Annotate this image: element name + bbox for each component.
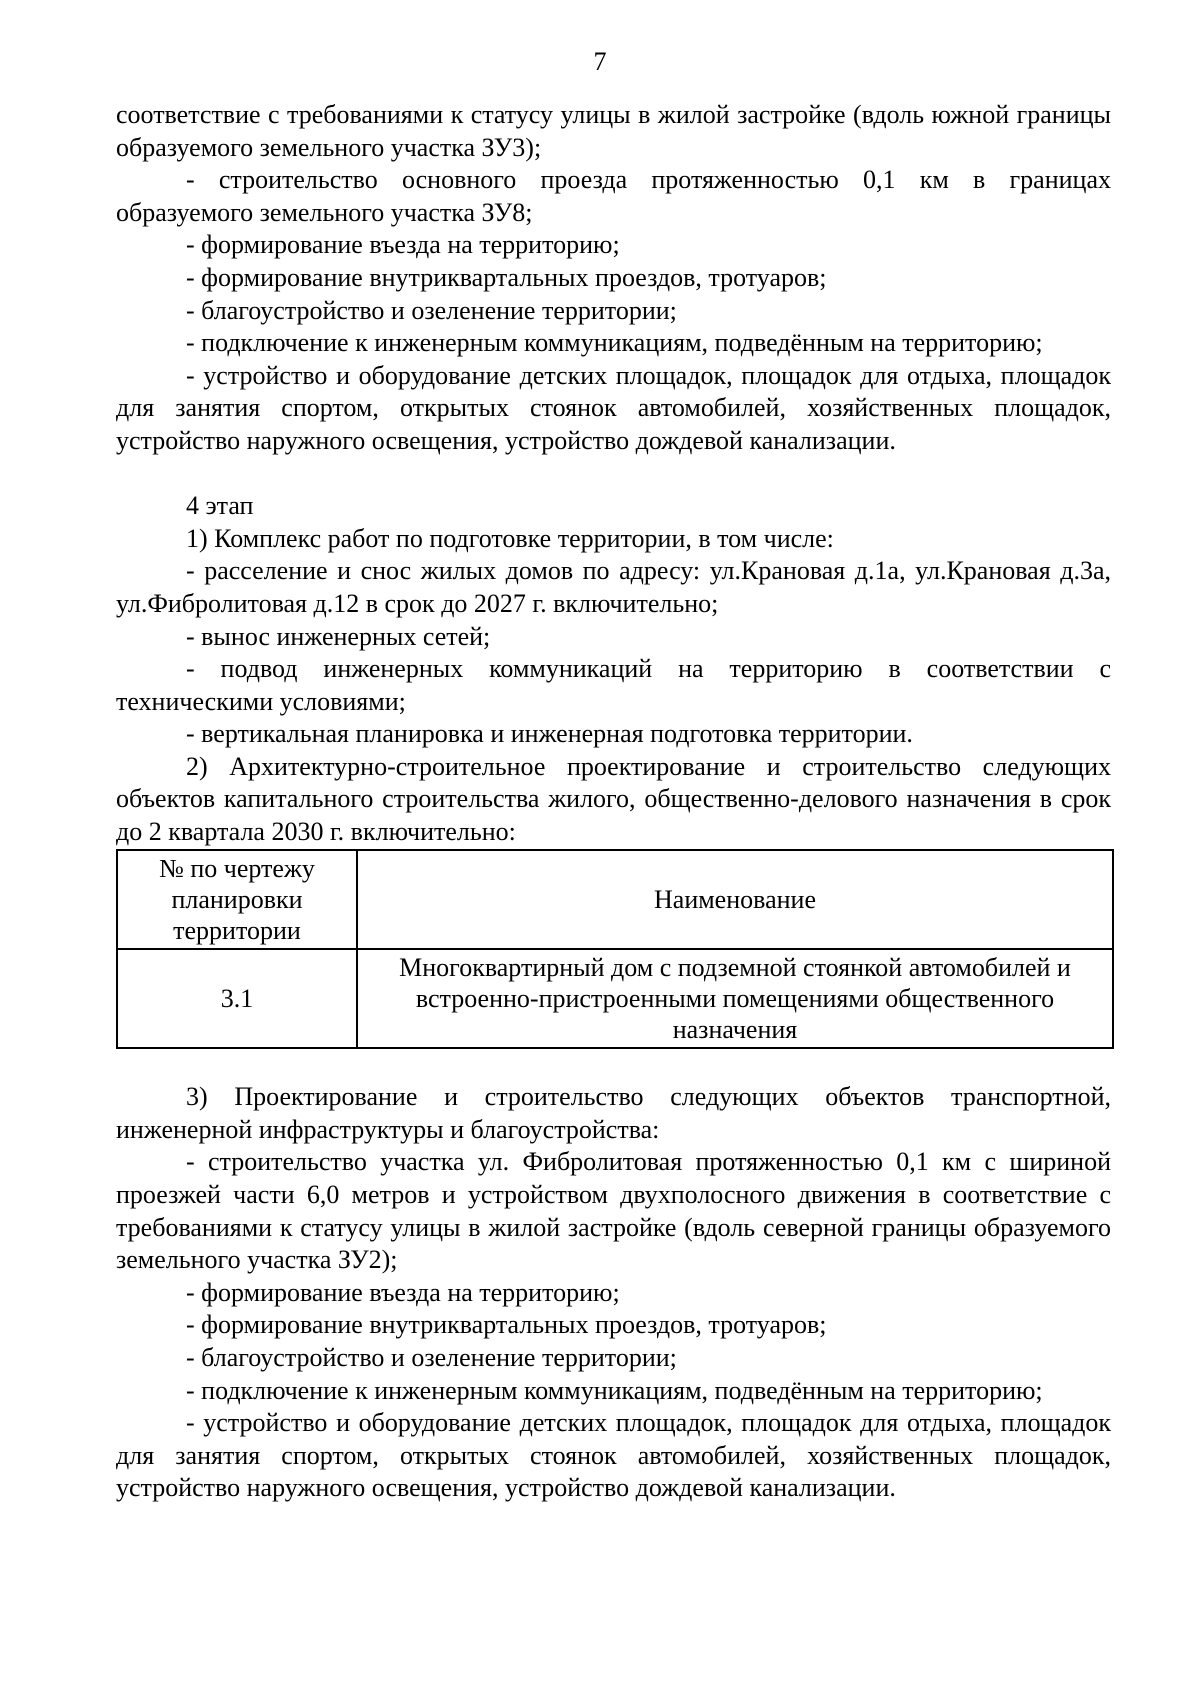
paragraph: соответствие с требованиями к статусу улицы в жилой застройке (вдоль южной границы образуемого земельного участка ЗУ3); xyxy=(116,100,1111,162)
list-item: - формирование въезда на территорию; xyxy=(186,1277,620,1307)
page-number: 7 xyxy=(593,47,607,76)
spacer xyxy=(116,1049,1111,1082)
list-item: 1) Комплекс работ по подготовке территории, в том числе: xyxy=(186,523,834,553)
table-header-row xyxy=(117,850,1113,949)
list-item: - устройство и оборудование детских площадок, площадок для отдыха, площадок для занятия спортом, открытых стоянок автомобилей, хозяйственных площадок, устройство наружного освещения, устройство дождевой канализации. xyxy=(116,1408,1111,1503)
table-header-cell: Наименование xyxy=(357,850,1113,949)
list-item: - расселение и снос жилых домов по адресу: ул.Крановая д.1а, ул.Крановая д.3а, ул.Фибролитовая д.12 в срок до 2027 г. включительно; xyxy=(116,556,1111,618)
spacer xyxy=(116,458,1111,491)
list-item: - подключение к инженерным коммуникациям, подведённым на территорию; xyxy=(186,1375,1043,1405)
table-row xyxy=(117,949,1113,1048)
list-item: - строительство участка ул. Фибролитовая протяженностью 0,1 км с шириной проезжей части 6,0 метров и устройством двухполосного движения в соответствие с требованиями к статусу улицы в жилой застройке (вдоль северной границы образуемого земельного участка ЗУ2); xyxy=(116,1147,1111,1275)
document-body xyxy=(116,99,1111,1505)
list-item: - подвод инженерных коммуникаций на территорию в соответствии с техническими условиями; xyxy=(116,654,1111,716)
list-item: - формирование внутриквартальных проездов, тротуаров; xyxy=(186,262,827,292)
list-item: - устройство и оборудование детских площадок, площадок для отдыха, площадок для занятия спортом, открытых стоянок автомобилей, хозяйственных площадок, устройство наружного освещения, устройство дождевой канализации. xyxy=(116,360,1111,455)
objects-table xyxy=(116,849,1114,1049)
list-item: - благоустройство и озеленение территории; xyxy=(186,1343,677,1372)
paragraph: 3) Проектирование и строительство следующих объектов транспортной, инженерной инфраструктуры и благоустройства: xyxy=(116,1082,1111,1144)
list-item: - вынос инженерных сетей; xyxy=(186,621,491,651)
list-item: - подключение к инженерным коммуникациям, подведённым на территорию; xyxy=(186,328,1043,358)
list-item: - строительство основного проезда протяженностью 0,1 км в границах образуемого земельного участка ЗУ8; xyxy=(116,165,1111,227)
list-item: - формирование въезда на территорию; xyxy=(186,230,620,260)
list-item: 2) Архитектурно-строительное проектирование и строительство следующих объектов капитального строительства жилого, общественно-делового назначения в срок до 2 квартала 2030 г. включительно: xyxy=(116,751,1111,847)
list-item: - благоустройство и озеленение территории; xyxy=(186,295,677,325)
table-cell: 3.1 xyxy=(117,949,357,1048)
table-header-cell: № по чертежу планировки территории xyxy=(117,850,357,949)
list-item: - формирование внутриквартальных проездов, тротуаров; xyxy=(186,1310,827,1340)
section-heading: 4 этап xyxy=(186,491,254,521)
list-item: - вертикальная планировка и инженерная подготовка территории. xyxy=(186,719,913,749)
table-cell: Многоквартирный дом с подземной стоянкой автомобилей и встроенно-пристроенными помещениями общественного назначения xyxy=(357,949,1113,1048)
